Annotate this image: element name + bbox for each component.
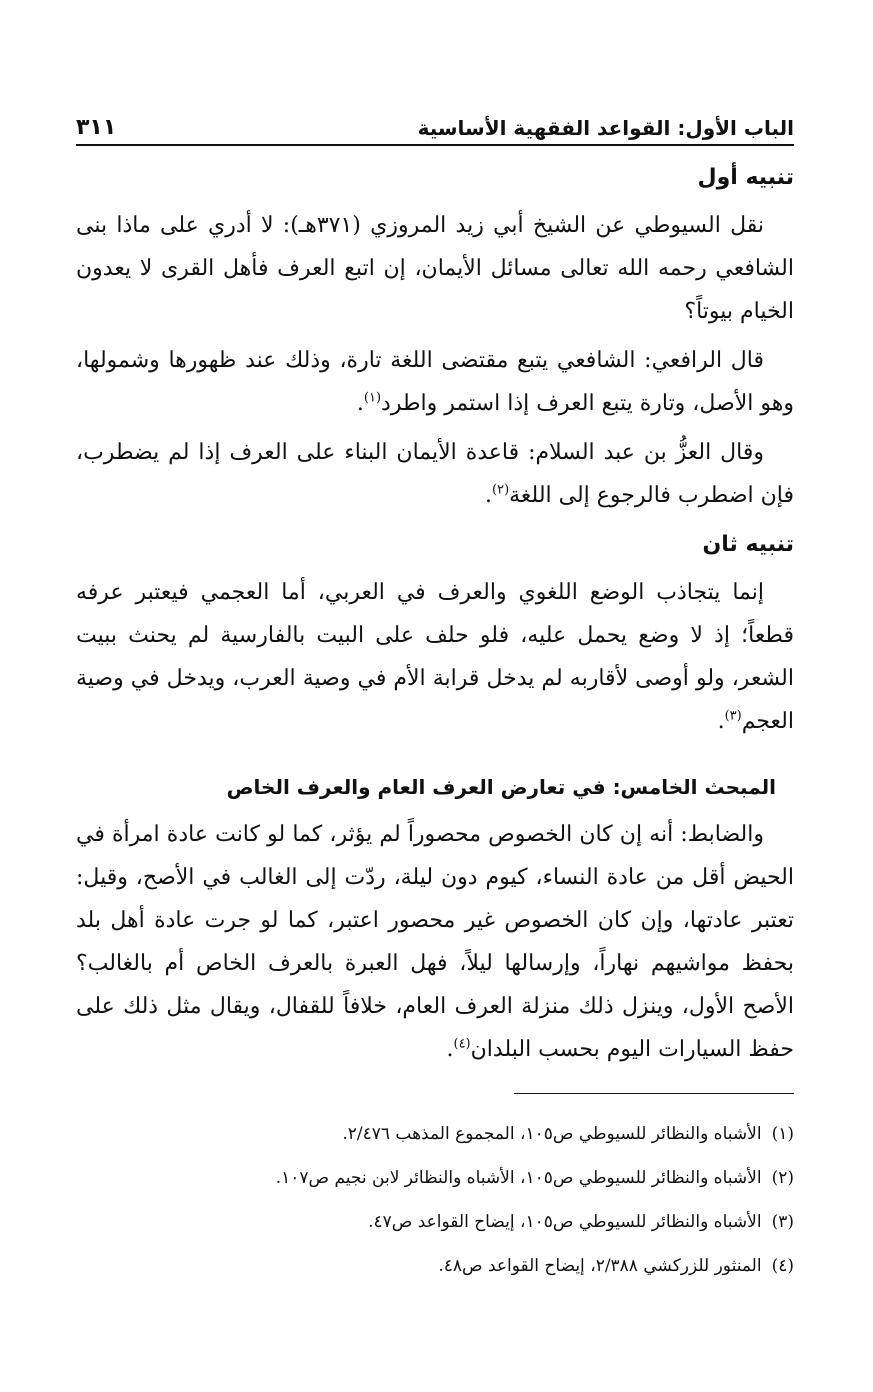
footnote-ref-3[interactable]: (٣): [724, 708, 742, 724]
footnote-1: [76, 1112, 794, 1156]
note-two-heading: تنبيه ثان: [702, 532, 794, 557]
paragraph-end: .: [356, 391, 364, 416]
footnote-ref-4[interactable]: (٤): [453, 1036, 471, 1052]
footnote-mark: (٤): [771, 1256, 794, 1276]
footnotes-list: [76, 1112, 794, 1288]
footnote-mark: (٣): [771, 1212, 794, 1232]
footnote-mark: (١): [771, 1124, 794, 1144]
footnote-4: [76, 1244, 794, 1288]
book-page: [76, 100, 794, 1340]
paragraph-end: .: [485, 483, 492, 508]
footnote-mark: (٢): [771, 1168, 794, 1188]
footnote-2: [76, 1156, 794, 1200]
note-one-paragraph-2: [76, 339, 794, 425]
footnote-text: المنثور للزركشي ٢/٣٨٨، إيضاح القواعد ص٤٨.: [438, 1256, 762, 1276]
paragraph-text: إنما يتجاذب الوضع اللغوي والعرف في العربي، أما العجمي فيعتبر عرفه قطعاً؛ إذ لا وضع يحمل عليه، فلو حلف على البيت بالفارسية لم يحنث ببيت الشعر، ولو أوصى لأقاربه لم يدخل قرابة الأم في وصية العرب، ويدخل في وصية العجم: [76, 580, 794, 734]
running-title: الباب الأول: القواعد الفقهية الأساسية: [417, 116, 794, 140]
paragraph-text: قال الرافعي: الشافعي يتبع مقتضى اللغة تارة، وذلك عند ظهورها وشمولها، وهو الأصل، وتارة يتبع العرف إذا استمر واطرد: [76, 348, 794, 416]
note-two-paragraph-1: [76, 571, 794, 743]
main-text: [76, 156, 794, 1071]
footnote-ref-2[interactable]: (٢): [492, 482, 510, 498]
footnote-text: الأشباه والنظائر للسيوطي ص١٠٥، الأشباه والنظائر لابن نجيم ص١٠٧.: [275, 1168, 762, 1188]
footnote-divider: [514, 1093, 794, 1094]
paragraph-end: .: [717, 709, 725, 734]
note-one-paragraph-1: نقل السيوطي عن الشيخ أبي زيد المروزي (٣٧١هـ): لا أدري على ماذا بنى الشافعي رحمه الله تعالى مسائل الأيمان، إن اتبع العرف فأهل القرى لا يعدون الخيام بيوتاً؟: [76, 213, 794, 324]
section-five-paragraph-1: [76, 813, 794, 1071]
note-one-heading: تنبيه أول: [697, 165, 794, 190]
footnote-text: الأشباه والنظائر للسيوطي ص١٠٥، المجموع المذهب ٢/٤٧٦.: [342, 1124, 762, 1144]
paragraph-text: وقال العزُّ بن عبد السلام: قاعدة الأيمان البناء على العرف إذا لم يضطرب، فإن اضطرب فالرجوع إلى اللغة: [76, 440, 794, 508]
running-header: [76, 100, 794, 146]
footnote-ref-1[interactable]: (١): [363, 390, 382, 406]
paragraph-end: .: [446, 1037, 454, 1062]
note-one-paragraph-3: [76, 431, 794, 517]
section-five-title: المبحث الخامس: في تعارض العرف العام والعرف الخاص: [226, 775, 776, 799]
page-number: ٣١١: [76, 115, 117, 140]
footnote-3: [76, 1200, 794, 1244]
paragraph-text: والضابط: أنه إن كان الخصوص محصوراً لم يؤثر، كما لو كانت عادة امرأة في الحيض أقل من عادة النساء، كيوم دون ليلة، ردّت إلى الغالب في الأصح، وقيل: تعتبر عادتها، وإن كان الخصوص غير محصور اعتبر، كما لو جرت عادة أهل بلد بحفظ مواشيهم نهاراً، وإرسالها ليلاً، فهل العبرة بالعرف الخاص أم بالغالب؟ الأصح الأول، وينزل ذلك منزلة العرف العام، خلافاً للقفال، ويقال مثل ذلك على حفظ السيارات اليوم بحسب البلدان: [76, 822, 794, 1062]
footnote-text: الأشباه والنظائر للسيوطي ص١٠٥، إيضاح القواعد ص٤٧.: [368, 1212, 762, 1232]
